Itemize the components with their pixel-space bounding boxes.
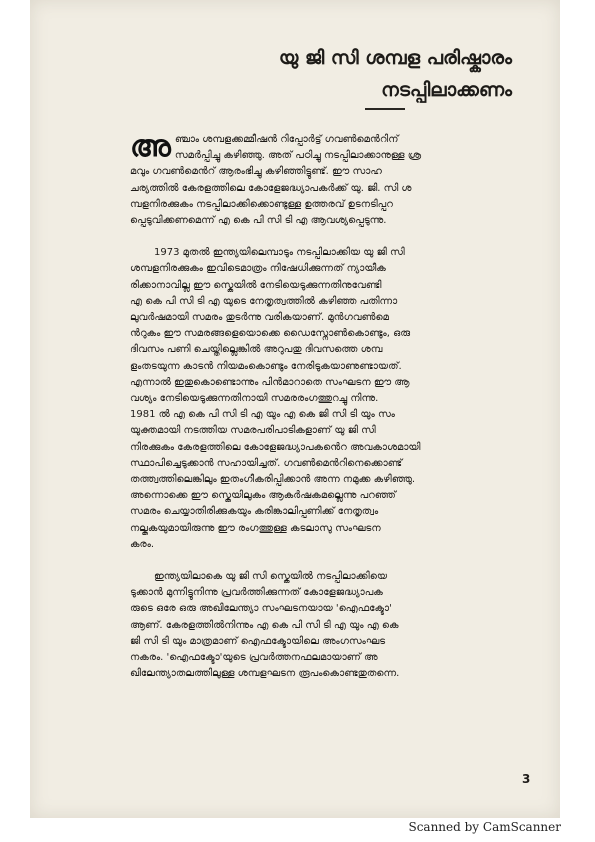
text-line: ളംതടയുന്ന കാടൻ നിയമംകൊണ്ടും നേരിടുകയാണുണ്ടായത്. xyxy=(130,360,402,372)
title-line-1: യു ജി സി ശമ്പള പരിഷ്കാരം xyxy=(278,47,512,69)
paragraph-3 xyxy=(130,569,545,682)
text-line: മവും ഗവൺമെൻറ് ആരംഭിച്ചു കഴിഞ്ഞിട്ടുണ്ട്. ഈ സാഹ xyxy=(130,166,382,178)
paragraph-2 xyxy=(130,245,545,553)
text-line: ദിവസം പണി ചെയ്തില്ലെങ്കിൽ അറുപതു ദിവസത്തെ ശമ്പ xyxy=(130,344,383,356)
scanned-page xyxy=(30,0,560,818)
title-underline xyxy=(365,108,405,110)
article-title xyxy=(152,42,512,106)
text-line: 1973 മുതൽ ഇന്ത്യയിലെമ്പാടും നടപ്പിലാക്കിയ യു ജി സി xyxy=(154,247,405,259)
text-line: രിക്കാനാവില്ല ഈ സ്കെയിൽ നേടിയെടുക്കുന്നതിനുവേണ്ടി xyxy=(130,279,382,291)
text-line: വശ്യം നേടിയെടുക്കുന്നതിനായി സമരരംഗത്തുറച്ചു നിന്നു. xyxy=(130,393,379,405)
text-line: സമർപ്പിച്ചു കഴിഞ്ഞു. അത് പഠിച്ചു നടപ്പിലാക്കാനുള്ള ശ്ര xyxy=(174,150,422,162)
text-line: ആണ്. കേരളത്തിൽനിന്നും എ കെ പി സി ടി എ യും എ കെ xyxy=(130,619,399,631)
text-line: നകരം. 'ഐഫക്ടോ'യുടെ പ്രവർത്തനഫലമായാണ് അ xyxy=(130,652,378,664)
text-line: പ്പെടുവിക്കണമെന്ന് എ കെ പി സി ടി എ ആവശ്യപ്പെടുന്നു. xyxy=(130,215,387,227)
text-line: ഇന്ത്യയിലാകെ യു ജി സി സ്കെയിൽ നടപ്പിലാക്കിയെ xyxy=(154,571,388,583)
text-line: ലുവർഷമായി സമരം തുടർന്നു വരികയാണ്. മുൻഗവൺമെ xyxy=(130,312,389,324)
title-line-2: നടപ്പിലാക്കണം xyxy=(381,79,512,101)
text-line: ഞ്ചാം ശമ്പളക്കമ്മീഷൻ റിപ്പോർട്ട് ഗവൺമെൻറിന് xyxy=(174,134,399,145)
text-line: തത്ത്വത്തിലെങ്കിലും ഇതംഗീകരിപ്പിക്കാൻ അന്ന നമുക്ക കഴിഞ്ഞു. xyxy=(130,474,416,486)
text-line: ടുക്കാൻ മുന്നിട്ടുനിന്നു പ്രവർത്തിക്കുന്നത് കോളേജദ്ധ്യാപക xyxy=(130,587,383,599)
text-line: എ കെ പി സി ടി എ യുടെ നേതൃത്വത്തിൽ കഴിഞ്ഞ പതിന്നാ xyxy=(130,295,398,307)
text-line: യുക്തമായി നടത്തിയ സമരപരിപാടികളാണ് യു ജി സി xyxy=(130,425,376,437)
text-line: എന്നാൽ ഇതുകൊണ്ടൊന്നും പിൻമാറാതെ സംഘടന ഈ ആ xyxy=(130,376,410,388)
text-line: ശമ്പളനിരക്കുകം ഇവിടെമാത്രം നിഷേധിക്കുന്നത് ന്യായീക xyxy=(130,263,386,275)
text-line: രുടെ ഒരേ ഒരു അഖിലേന്ത്യാ സംഘടനയായ 'ഐഫക്ടോ' xyxy=(130,603,392,615)
paragraph-1 xyxy=(130,129,545,229)
text-line: സ്ഥാപിച്ചെടുക്കാൻ സഹായിച്ചത്. ഗവൺമെൻറിനെക്കൊണ്ട് xyxy=(130,457,403,469)
drop-cap: അ xyxy=(130,129,171,164)
text-line: മ്പളനിരക്കുകം നടപ്പിലാക്കിക്കൊണ്ടുള്ള ഉത്തരവ് ഉടനടിപ്പറ xyxy=(130,198,393,210)
scanner-watermark: Scanned by CamScanner xyxy=(408,820,561,834)
text-line: നിരക്കുകം കേരളത്തിലെ കോളേജദ്ധ്യാപകൻെറ അവകാശമായി xyxy=(130,441,421,453)
text-line: ജി സി ടി യും മാത്രമാണ് ഐഫക്ടോയിലെ അംഗസംഘട xyxy=(130,635,386,647)
text-line: ഖിലേന്ത്യാതലത്തിലുള്ള ശമ്പളഘടന രൂപംകൊണ്ടതുതന്നെ. xyxy=(130,668,400,680)
text-line: അന്നൊക്കെ ഈ സ്കെയിലുകം ആകർഷകമല്ലെന്നു പറഞ്ഞ് xyxy=(130,490,396,502)
page-number: 3 xyxy=(522,772,531,786)
text-line: സമരം ചെയ്യാതിരിക്കുകയും കരിങ്കാലിപ്പണിക്ക് നേതൃത്വം xyxy=(130,506,379,518)
text-line: ചര്യത്തിൽ കേരളത്തിലെ കോളേജദ്ധ്യാപകർക്ക് യു. ജി. സി ശ xyxy=(130,182,412,194)
text-line: ൻറുകം ഈ സമരങ്ങളെയൊക്കെ ഡൈസ്നോൺകൊണ്ടും, ഒരു xyxy=(130,328,411,340)
text-line: നല്കുകയുമായിരുന്നു ഈ രംഗത്തുള്ള കടലാസു സംഘടന xyxy=(130,522,381,534)
text-line: 1981 ൽ എ കെ പി സി ടി എ യും എ കെ ജി സി ടി യും സം xyxy=(130,409,395,421)
article-body xyxy=(130,129,545,699)
text-line: കരം. xyxy=(130,538,155,550)
